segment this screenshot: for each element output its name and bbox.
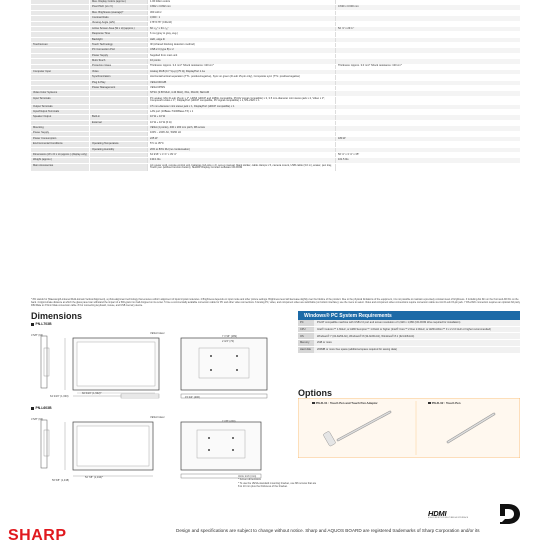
spec-subcategory [89,91,147,95]
requirement-row [298,340,520,347]
spec-subcategory [89,137,147,141]
spec-value: 3.5 mm-diameter mini stereo jack x 1, DisplayPort (HDCP compatible) x 1 [147,105,335,109]
spec-subcategory: Multi-Touch [89,59,147,63]
spec-value: Thickness: Approx. 3.4 mm* Shock resistance: 130 cm* [147,65,335,69]
spec-row [31,97,520,105]
options-box [298,398,520,458]
spec-subcategory: PC Connection Port [89,48,147,52]
spec-category [31,75,89,79]
vesa-hole [236,369,238,371]
vesa-hole [232,449,234,451]
option-item-label: PN-ZL02 : Touch Pen [431,401,461,405]
disclaimer: Design and specifications are subject to change without notice. Sharp and AQUOS BOARD are registered trademarks of Sharp Corporation and/or its [176,528,480,533]
spec-category [31,121,89,125]
spec-value: 10 points [147,59,335,63]
spec-value-alt [335,54,520,58]
vesa-holes-label: VESA holes² [150,332,165,335]
spec-category: Power Consumption [31,137,89,141]
spec-category [31,48,89,52]
footnotes: * 8% stands for (Wavelength-induced Multi-domain Vertical Alignment), a photo-alignment technology that ensures uniform alignment of liquid crystal molecules. 2 Brightness depends on input mode and other picture settings. Brightness level will decrease slightly over the lifetime of the product. Due to the physical limitations of the equipment, it is not possible to maintain a precisely constant level of brightness. 3 Including AG film on the front and AR film on the back. 4 Approximate distance at which the glass panel can withstand the impact of a 500-gram iron ball dropped on its center. 5 Use a commercially available conversion cable for PC and other video connections. 6 Analog PC, video, and component video are switchable (on bottom interface); use the menu to select. Video and component video connections require conversion cable via mini D-sub 15-pin jack. 7 RS-232C connection requires an optional 3rd party DIM Male to 3.5mm Male conversion cable. 8 For connecting keyboard, mouse, and USB memory device. [31,298,520,308]
option-item-label: PN-ZL01 : Touch Pen and Touch Pen Adaptor [315,401,378,405]
requirement-row [298,320,520,327]
spec-category [31,32,89,36]
side-dim-label: 7 7/16" (189) [222,335,237,338]
vesa-hole [236,355,238,357]
spec-subcategory [89,97,147,104]
vesa-hole [232,437,234,439]
option-item-zl02 [428,401,461,405]
spec-value: IR (infrared blocking detection method) [147,43,335,47]
vesa-hole [210,355,212,357]
spec-subcategory: Pixel Pitch (H x V) [89,5,147,9]
spec-value-alt [335,11,520,15]
spec-category [31,16,89,20]
spec-subcategory: Power Management [89,86,147,90]
spec-value-alt [335,91,520,95]
spec-value-alt [335,70,520,74]
spec-category [31,54,89,58]
spec-subcategory [89,126,147,130]
spec-category: Power Supply [31,132,89,136]
spec-value: 176°/176° (CR≥10) [147,22,335,26]
spec-value: Analog RGB (0.7 Vp-p) [75 Ω], DisplayPort 1.1a [147,70,335,74]
spec-subcategory: Max. Brightness (average)* [89,11,147,15]
spec-value-alt [335,81,520,85]
front-screen [77,342,155,386]
spec-category [31,38,89,42]
spec-value-alt [335,110,520,114]
spec-subcategory: Viewing Angle (H/V) [89,22,147,26]
requirement-value: 2GB or more [314,340,520,346]
spec-subcategory: Contrast Ratio [89,16,147,20]
spec-value: 130.1 lbs [147,158,335,162]
spec-value-alt: 180 W [335,137,520,141]
spec-category [31,86,89,90]
spec-value-alt [335,22,520,26]
spec-subcategory: Touch Technology [89,43,147,47]
rear-frame [181,422,261,470]
spec-subcategory: Operating Humidity [89,148,147,152]
spec-value: 64 3⁄16" x 3 ⅝" x 39 ⅝" [147,153,335,157]
spec-value-alt [335,115,520,119]
spec-value: VESA DPMS [147,86,335,90]
spec-category [31,59,89,63]
requirement-row [298,333,520,340]
spec-row [31,164,520,172]
options-title: Options [298,388,332,398]
dimensions-title: Dimensions [31,311,83,321]
spec-value-alt: Thickness: Approx. 3.0 mm* Shock resistance: 130 cm* [335,65,520,69]
spec-value: Horizontal/vertical separation (TTL: positive/negative), Sync on green (D-sub 15-pin only), Composite sync (TTL: positive/negative) [147,75,335,79]
spec-category: Video Color Systems [31,91,89,95]
dimension-drawing-l703b [31,328,297,404]
spec-value-alt: 52 ⅞" x 29 ¾" [335,27,520,31]
spec-subcategory: Built-in [89,115,147,119]
spec-subcategory [89,105,147,109]
spec-subcategory: Active Screen Area (W x H) (approx.) [89,27,147,31]
displayport-icon [496,502,522,526]
front-screen [77,426,149,466]
spec-subcategory: Max. Display Colors (approx.) [89,0,147,4]
spec-value: VESA (4 points), 400 x 200 mm pitch, M6 screw [147,126,335,130]
spec-subcategory: External [89,121,147,125]
vesa-pitch-label: 15 3/4" (400) [185,396,200,399]
spec-subcategory: Plug & Play [89,81,147,85]
spec-value: 10 W + 10 W [147,115,335,119]
width-label: 64 3/16" (1,630) [50,395,69,398]
requirement-row [298,347,520,354]
spec-subcategory: Protection Glass [89,65,147,69]
rear-frame [181,338,267,390]
spec-subcategory [89,164,147,171]
model-label-l603b [31,406,52,410]
spec-category [31,81,89,85]
vesa-hole [208,449,210,451]
spec-category: Touchscreen [31,43,89,47]
spec-category: Mounting [31,126,89,130]
spec-value: LAN port (10Base-T/100Base-TX) x 1 [147,110,335,114]
spec-category: Main Accessories [31,164,89,171]
spec-value-alt [335,86,520,90]
vesa-hole [208,437,210,439]
spec-value: 5°C to 35°C [147,142,335,146]
spec-subcategory: Power Supply [89,54,147,58]
vesa-holes-label: VESA holes² [150,416,165,419]
spec-value: VESA DDC2B [147,81,335,85]
bullet-square [31,323,34,326]
units-note: Units: inch (mm) * Screen dimensions * To use the VESA-standard mounting bracket, use M6 screws that are 8 to 10 mm plus the thickness of the bracket. [238,475,317,489]
spec-value: PC analog: Mini D-sub 15-pin x 1*, HDMI (HDCP and 1080p compatible, PC/AV signal compatible) x 3, 3.5 mm-diameter mini stereo jack x 2, Video x 1*, Component video x 1*, DisplayPort (HDCP compatible, PC signal compatible) x 1, RS-232C x 1 [147,97,335,104]
vesa-hole [210,369,212,371]
spec-subcategory [89,132,147,136]
side-dim-label: 2 3/4" (70) [222,340,235,343]
hdmi-logo-subtitle: HIGH-DEFINITION MULTIMEDIA INTERFACE [428,518,469,519]
depth-label: 3 5/8" (92) [31,334,44,337]
spec-table [31,0,520,172]
requirement-row [298,327,520,334]
spec-category [31,27,89,31]
spec-subcategory: Synchronization [89,75,147,79]
requirement-label: CPU [298,327,314,333]
spec-value: NTSC (3.58 MHz, 4.43 MHz), PAL, PAL60, SECAM [147,91,335,95]
requirement-value: 200MB or more free space (additional space required for saving data) [314,347,520,353]
spec-value-alt: 56 ⅝" x 3 ⅝" x 35" [335,153,520,157]
spec-category [31,0,89,4]
spec-value: 1.06 billion colors [147,0,335,4]
spec-category [31,22,89,26]
model-name: PN-L703B [35,322,52,326]
spec-value: 0.802 x 0.802 mm [147,5,335,9]
spec-subcategory [89,110,147,114]
windows-requirements-title: Windows® PC System Requirements [298,311,520,320]
requirement-label: Memory [298,340,314,346]
screen-width-label: 52 7/8" (1,344)* [85,476,104,479]
sharp-logo: SHARP [8,527,67,540]
spec-value-alt [335,126,520,130]
requirement-value: Windows® 7 (32-bit/64-bit), Windows® 8 (32-bit/64-bit), Windows® 8.1 (32-bit/64-bit) [314,333,520,339]
requirement-label: PC [298,320,314,326]
spec-category: Output Terminals [31,105,89,109]
spec-value-alt [335,105,520,109]
spec-value-alt [335,75,520,79]
spec-value: 20% to 80% RH (no condensation) [147,148,335,152]
bullet-square [312,402,315,405]
side-bracket [44,348,49,376]
model-label-l703b [31,322,52,326]
spec-category [31,148,89,152]
spec-value: AC power cord, remote control unit, batteries (AA size x 2), set-up manual, blank sticker, cable clamps x 5, camera mount, USB cable (3.0 m), eraser, pen tray, Touch pen (without function button), SHARP Display Connect software CD-ROM [147,164,335,171]
spec-value-alt [335,16,520,20]
spec-category: Weight (approx.) [31,158,89,162]
spec-value: 60 ⁵⁄₁₆" x 34 ⁷⁄₁₆" [147,27,335,31]
hdmi-logo: HDMI [428,509,447,518]
spec-subcategory: Operating Temperature [89,142,147,146]
spec-value-alt [335,132,520,136]
spec-value-alt [335,164,520,171]
spec-value-alt [335,32,520,36]
spec-value: USB 2.0 (type B) x 2 [147,48,335,52]
windows-requirements-rows [298,320,520,354]
spec-value: 6 ms (gray to gray, avg.) [147,32,335,36]
spec-value-alt [335,142,520,146]
requirement-label: OS [298,333,314,339]
requirement-value: Intel® Celeron™ 1.6GHz, or AMD Sempron™ 1.6GHz or higher (Intel® Core™ 2 Duo 2.0GHz, or AMD Athlon™ II x 2 2.0 GHz or higher recommended) [314,327,520,333]
spec-value-alt [335,97,520,104]
spec-category [31,11,89,15]
depth-label: 3 5/8" (92) [31,418,44,421]
spec-value-alt [335,148,520,152]
spec-value: 225 W [147,137,335,141]
spec-category: Speaker Output [31,115,89,119]
spec-category: Computer Input [31,70,89,74]
spec-category [31,65,89,69]
spec-value-alt: 0.630 x 0.630 mm [335,5,520,9]
spec-value: LED, edge lit [147,38,335,42]
requirement-label: Hard disk [298,347,314,353]
spec-value: 3,000 : 1 [147,16,335,20]
spec-category: Dimensions (W x D x H (approx.) (display only) [31,153,89,157]
side-bracket [44,430,49,456]
spec-value-alt: 101.5 lbs [335,158,520,162]
spec-category: Input/Output Terminals [31,110,89,114]
spec-subcategory: Backlight [89,38,147,42]
model-name: PN-L603B [35,406,52,410]
spec-subcategory [89,158,147,162]
spec-value-alt [335,121,520,125]
spec-value: 100V – 240V AC, 50/60 Hz [147,132,335,136]
spec-value-alt [335,43,520,47]
spec-category [31,5,89,9]
spec-value-alt [335,38,520,42]
vesa-pitch-label: 7 7/8" (200) [222,420,236,423]
bullet-square [428,402,431,405]
spec-value-alt [335,59,520,63]
spec-category: Environmental Conditions [31,142,89,146]
spec-category: Input Terminals [31,97,89,104]
spec-subcategory: Video [89,70,147,74]
spec-value-alt [335,48,520,52]
requirement-value: PC/AT compatible machine with USB 2.0 port and screen resolution of 1,920 x 1,080 (CD-ROM drive required for installation) [314,320,520,326]
spec-value-alt [335,0,520,4]
spec-subcategory: Response Time [89,32,147,36]
spec-value: 10 W + 10 W (6 Ω) [147,121,335,125]
bullet-square [31,407,34,410]
width-label: 56 5/8" (1,438) [52,479,70,482]
screen-width-label: 60 5/16" (1,532)* [82,392,102,395]
spec-subcategory [89,153,147,157]
spec-value: 300 cd/m² [147,11,335,15]
option-item-zl01 [312,401,378,405]
spec-value: Supplied from main unit [147,54,335,58]
windows-requirements [298,311,520,354]
options-panel [298,398,520,458]
